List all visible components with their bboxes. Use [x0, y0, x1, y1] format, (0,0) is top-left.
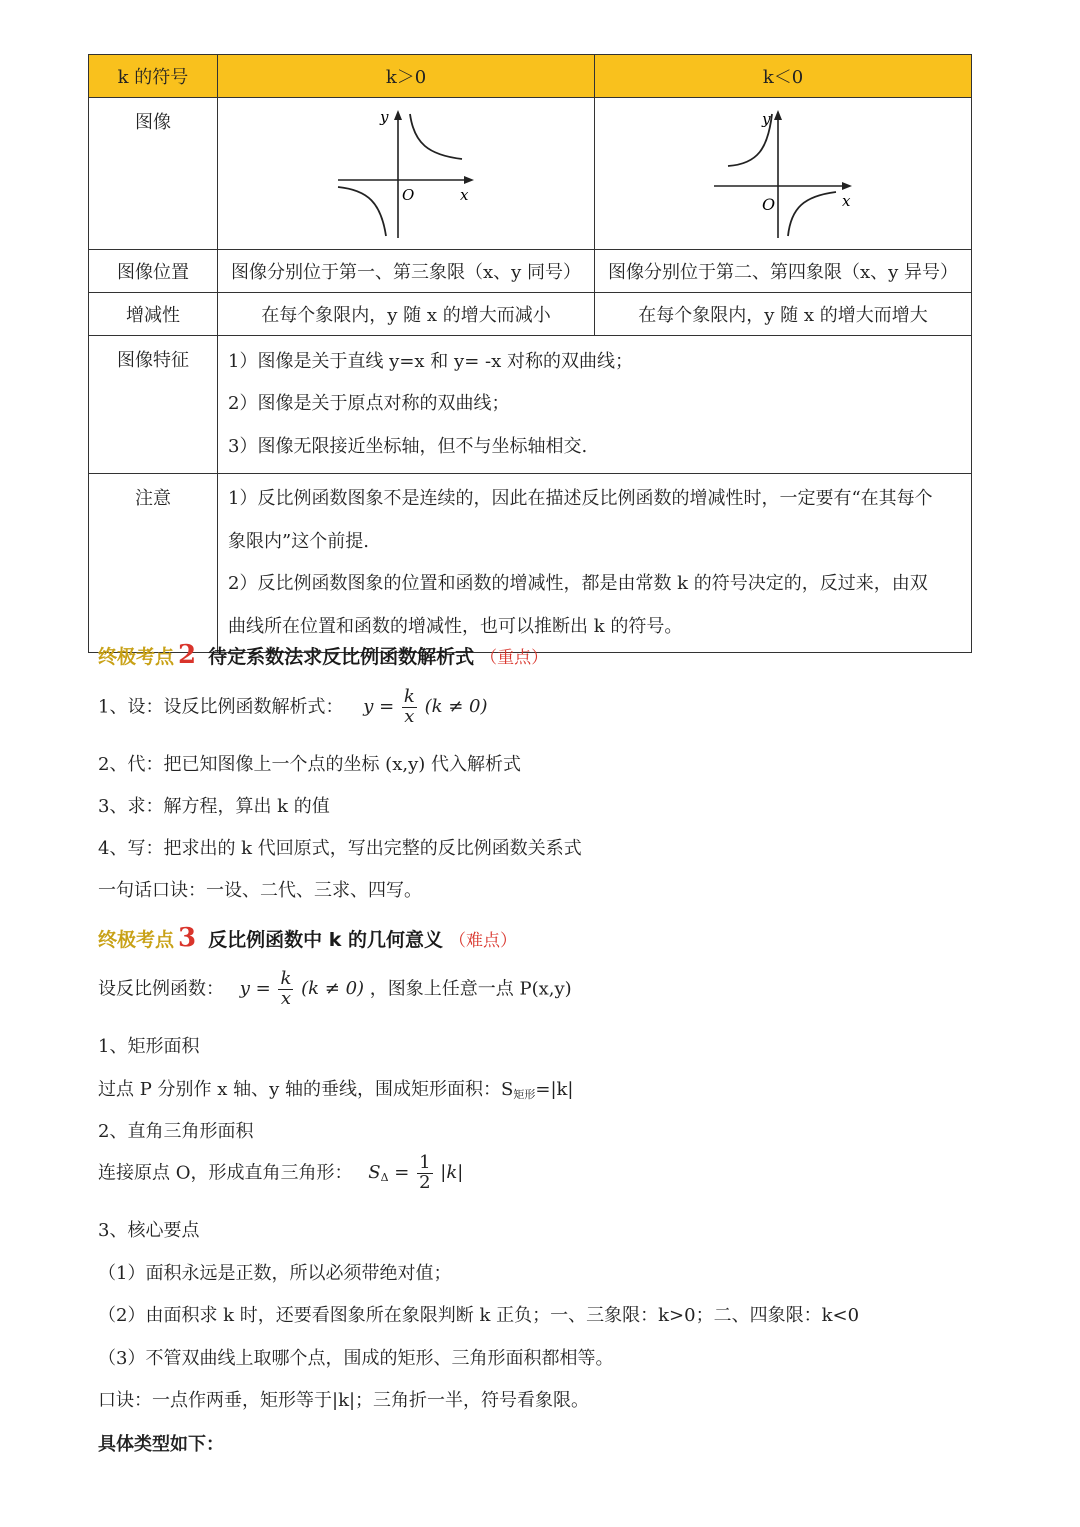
formula-lhs: y =	[363, 696, 395, 718]
formula-subscript: Δ	[380, 1171, 389, 1185]
formula-fraction	[278, 970, 293, 1009]
feature-item: 3）图像无限接近坐标轴，但不与坐标轴相交.	[228, 435, 588, 457]
table-header-row	[89, 55, 972, 98]
formula-lhs: S	[368, 1162, 381, 1184]
note-line: 2）反比例函数图象的位置和函数的增减性，都是由常数 k 的符号决定的，反过来，由双	[228, 573, 928, 594]
y-axis-label: y	[762, 109, 771, 128]
core-point-3: （3）不管双曲线上取哪个点，围成的矩形、三角形面积都相等。	[98, 1348, 614, 1369]
y-axis-label: y	[380, 107, 389, 126]
fraction-numerator: k	[403, 686, 415, 707]
section-tag: 终极考点	[98, 929, 175, 951]
y-axis-arrow	[774, 110, 782, 120]
section-badge: （重点）	[480, 648, 549, 668]
formula-fraction	[402, 688, 417, 727]
fraction-denominator: x	[404, 705, 415, 727]
rect-heading: 1、矩形面积	[98, 1036, 200, 1057]
core-heading: 3、核心要点	[98, 1220, 200, 1241]
table-row	[89, 336, 972, 474]
section-title: 反比例函数中 k 的几何意义	[208, 929, 443, 951]
properties-table	[88, 54, 972, 653]
rect-subscript: 矩形	[513, 1088, 536, 1101]
row-label-graph: 图像	[89, 98, 218, 250]
step-2: 2、代：把已知图像上一个点的坐标 (x,y) 代入解析式	[98, 754, 521, 775]
inverse-function-formula	[363, 686, 488, 727]
step-1	[98, 688, 488, 727]
intro-text: 设反比例函数：	[98, 978, 224, 1000]
hyperbola-negative-graph	[712, 108, 854, 240]
triangle-text: 连接原点 O，形成直角三角形：	[98, 1162, 353, 1184]
position-positive: 图像分别位于第一、第三象限（x、y 同号）	[218, 250, 595, 293]
formula-fraction	[417, 1154, 432, 1193]
row-label-monotonic: 增减性	[89, 293, 218, 336]
monotonic-negative: 在每个象限内，y 随 x 的增大而增大	[595, 293, 972, 336]
step-4: 4、写：把求出的 k 代回原式，写出完整的反比例函数关系式	[98, 838, 582, 859]
section-3-rhyme: 口诀：一点作两垂，矩形等于|k|；三角折一半，符号看象限。	[98, 1390, 590, 1411]
x-axis-arrow	[464, 176, 474, 184]
section-number: 3	[178, 923, 197, 953]
branch-quadrant-3	[338, 187, 386, 236]
fraction-numerator: 1	[419, 1152, 431, 1173]
table-row	[89, 250, 972, 293]
triangle-heading: 2、直角三角形面积	[98, 1121, 254, 1142]
section-3-heading	[98, 923, 517, 953]
formula-condition: (k ≠ 0)	[424, 696, 488, 718]
step-1-text: 1、设：设反比例函数解析式：	[98, 696, 344, 718]
branch-quadrant-1	[410, 114, 462, 159]
rect-text: 过点 P 分别作 x 轴、y 轴的垂线，围成矩形面积：S	[98, 1079, 514, 1100]
triangle-area-formula	[368, 1152, 464, 1193]
rect-suffix: =|k|	[535, 1079, 574, 1100]
x-axis-label: x	[842, 191, 851, 210]
formula-condition: (k ≠ 0)	[301, 978, 365, 1000]
core-point-1: （1）面积永远是正数，所以必须带绝对值；	[98, 1263, 452, 1284]
x-axis-arrow	[842, 182, 852, 190]
section-2-rhyme: 一句话口诀：一设、二代、三求、四写。	[98, 880, 422, 901]
step-3: 3、求：解方程，算出 k 的值	[98, 796, 330, 817]
section-number: 2	[178, 640, 197, 670]
note-line: 1）反比例函数图象不是连续的，因此在描述反比例函数的增减性时，一定要有“在其每个	[228, 488, 933, 509]
types-heading: 具体类型如下：	[98, 1434, 224, 1455]
rect-area-line	[98, 1075, 574, 1102]
branch-quadrant-4	[788, 192, 836, 236]
x-axis-label: x	[460, 185, 469, 204]
table-row	[89, 293, 972, 336]
origin-label: O	[402, 185, 415, 204]
monotonic-positive: 在每个象限内，y 随 x 的增大而减小	[218, 293, 595, 336]
fraction-denominator: x	[280, 987, 291, 1009]
fraction-denominator: 2	[419, 1171, 431, 1193]
inverse-function-formula	[239, 968, 370, 1009]
y-axis-arrow	[394, 110, 402, 120]
origin-label: O	[762, 194, 776, 214]
section-badge: （难点）	[448, 931, 517, 951]
hyperbola-positive-graph	[336, 108, 476, 240]
feature-item: 2）图像是关于原点对称的双曲线；	[228, 393, 510, 415]
section-tag: 终极考点	[98, 646, 175, 668]
fraction-numerator: k	[280, 968, 292, 989]
formula-abs-k: |k|	[440, 1162, 464, 1184]
triangle-area-line	[98, 1154, 463, 1193]
note-line: 曲线所在位置和函数的增减性，也可以推断出 k 的符号。	[228, 615, 683, 637]
table-row	[89, 98, 972, 250]
section-3-intro	[98, 970, 572, 1009]
header-k-negative: k＜0	[595, 55, 972, 98]
section-title: 待定系数法求反比例函数解析式	[208, 646, 475, 668]
section-2-heading	[98, 640, 548, 670]
graph-cell-positive	[218, 98, 595, 250]
row-label-features: 图像特征	[89, 336, 218, 474]
intro-suffix: ，图象上任意一点 P(x,y)	[369, 978, 572, 1000]
formula-lhs: y =	[239, 978, 271, 1000]
row-label-position: 图像位置	[89, 250, 218, 293]
header-k-positive: k＞0	[218, 55, 595, 98]
header-k-sign: k 的符号	[89, 55, 218, 98]
feature-item: 1）图像是关于直线 y=x 和 y= -x 对称的双曲线；	[228, 350, 633, 372]
table-row	[89, 474, 972, 653]
core-point-2: （2）由面积求 k 时，还要看图象所在象限判断 k 正负；一、三象限：k>0；二、四象限：k<0	[98, 1305, 860, 1326]
row-label-notes: 注意	[89, 474, 218, 653]
graph-cell-negative	[595, 98, 972, 250]
notes-cell	[218, 474, 972, 653]
position-negative: 图像分别位于第二、第四象限（x、y 异号）	[595, 250, 972, 293]
note-line: 象限内”这个前提.	[228, 530, 369, 552]
formula-equals: =	[394, 1162, 410, 1184]
features-cell	[218, 336, 972, 474]
